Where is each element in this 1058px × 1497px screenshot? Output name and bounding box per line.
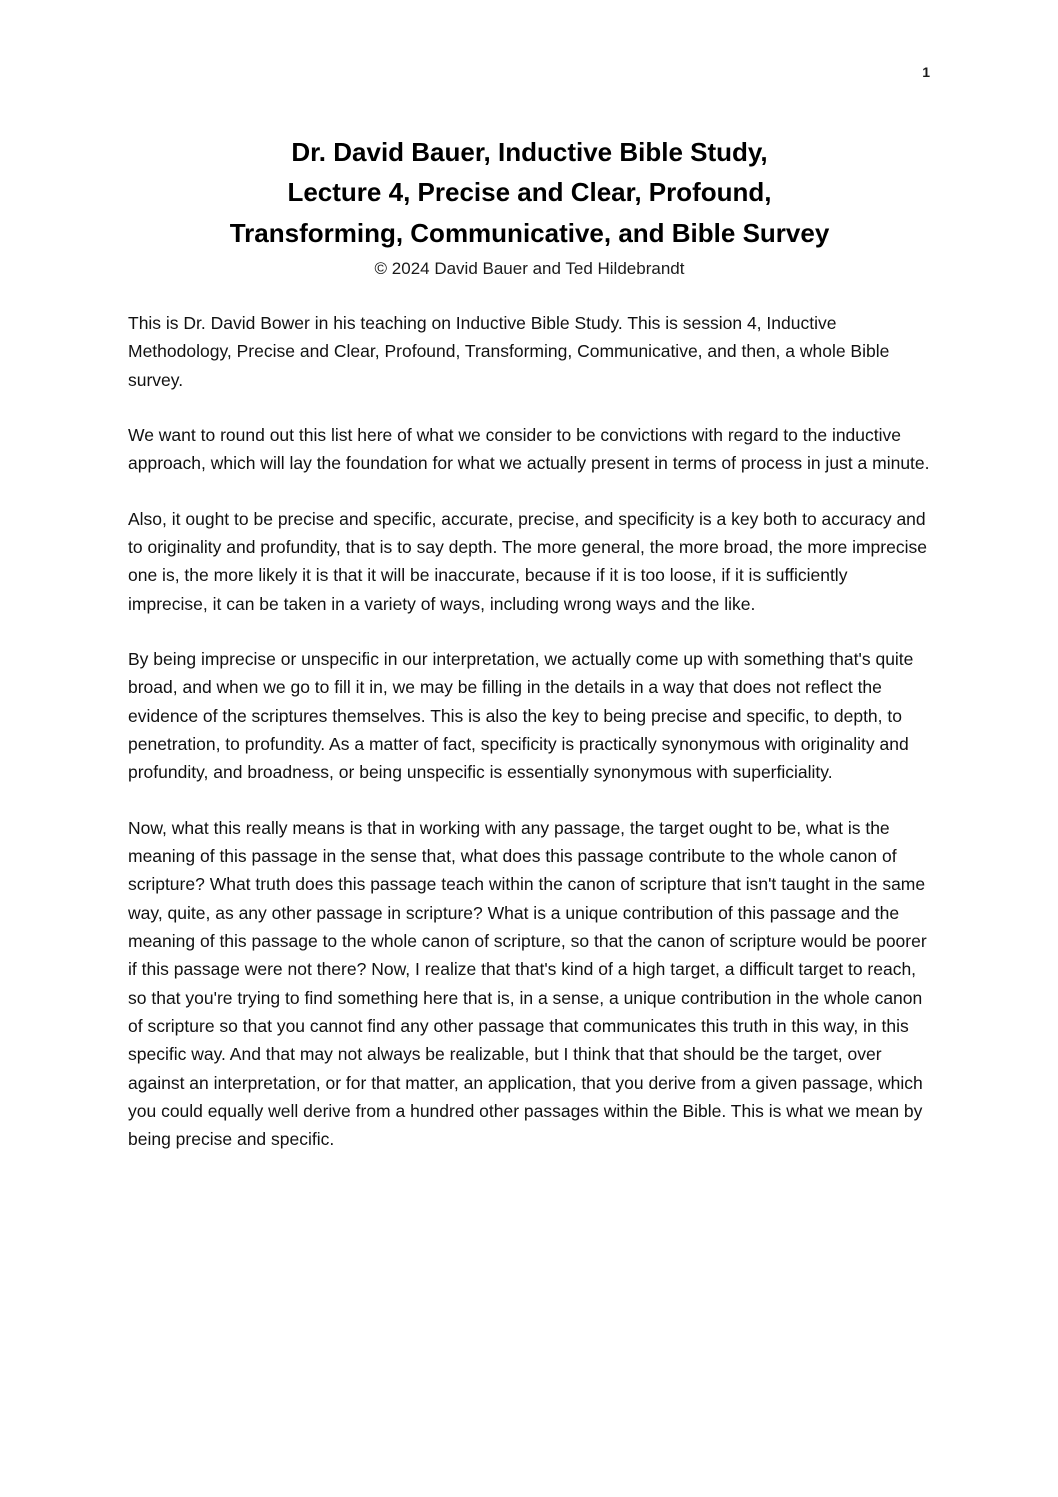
paragraph: We want to round out this list here of what we consider to be convictions with regard to the inductive approach, which will lay the foundation for what we actually present in terms of process in just a minute.	[128, 424, 930, 474]
title-line-3: Transforming, Communicative, and Bible Survey	[229, 217, 830, 248]
title-line-2: Lecture 4, Precise and Clear, Profound,	[287, 177, 772, 208]
paragraph: By being imprecise or unspecific in our interpretation, we actually come up with something that's quite broad, and when we go to fill it in, we may be filling in the details in a way that does not reflect the evidence of the scriptures themselves. This is also the key to being precise and specific, to depth, to penetration, to profundity. As a matter of fact, specificity is practically synonymous with originality and profundity, and broadness, or being unspecific is essentially synonymous with superficiality.	[128, 648, 914, 783]
document-title	[128, 132, 931, 253]
document-content	[128, 132, 931, 1181]
paragraph: This is Dr. David Bower in his teaching on Inductive Bible Study. This is session 4, Inductive Methodology, Precise and Clear, Profound, Transforming, Communicative, and then, a whole Bible survey.	[128, 312, 890, 390]
title-line-1: Dr. David Bauer, Inductive Bible Study,	[291, 137, 768, 167]
page-number: 1	[922, 64, 930, 80]
body-text	[128, 309, 931, 1154]
copyright-line: © 2024 David Bauer and Ted Hildebrandt	[374, 258, 685, 278]
paragraph: Now, what this really means is that in working with any passage, the target ought to be, what is the meaning of this passage in the sense that, what does this passage contribute to the whole canon of scripture? What truth does this passage teach within the canon of scripture that isn't taught in the same way, quite, as any other passage in scripture? What is a unique contribution of this passage and the meaning of this passage to the whole canon of scripture, so that the canon of scripture would be poorer if this passage were not there? Now, I realize that that's kind of a high target, a difficult target to reach, so that you're trying to find something here that is, in a sense, a unique contribution in the whole canon of scripture so that you cannot find any other passage that communicates this truth in this way, in this specific way. And that may not always be realizable, but I think that that should be the target, over against an interpretation, or for that matter, an application, that you derive from a given passage, which you could equally well derive from a hundred other passages within the Bible. This is what we mean by being precise and specific.	[128, 817, 927, 1150]
paragraph: Also, it ought to be precise and specific, accurate, precise, and specificity is a key both to accuracy and to originality and profundity, that is to say depth. The more general, the more broad, the more imprecise one is, the more likely it is that it will be inaccurate, because if it is too loose, if it is sufficiently imprecise, it can be taken in a variety of ways, including wrong ways and the like.	[128, 508, 927, 614]
